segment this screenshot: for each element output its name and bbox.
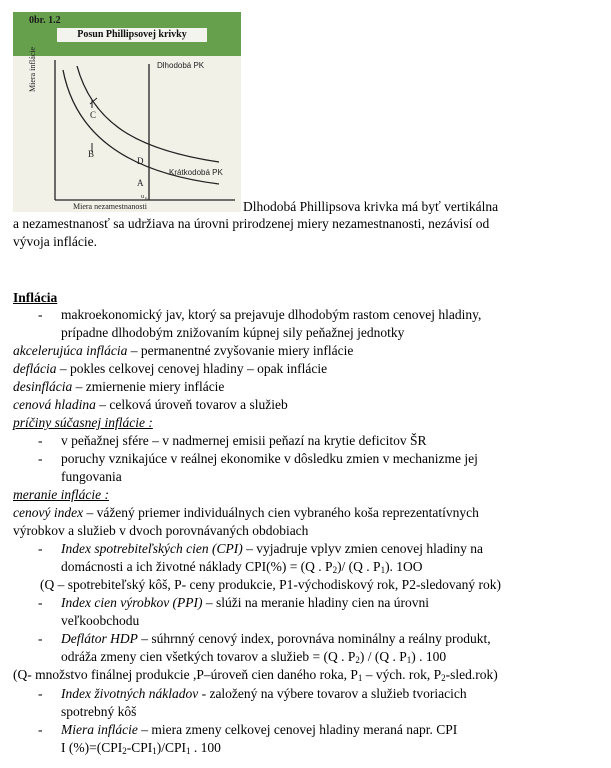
hdp-def: – súhrnný cenový index, porovnáva nominálny a reálny produkt, — [137, 631, 491, 646]
priciny-item-2-line-1: poruchy vznikajúce v reálnej ekonomike v dôsledku zmien v mechanizme jej — [61, 451, 478, 466]
ppi-term: Index cien výrobkov (PPI) — [61, 595, 203, 610]
deflacia-line — [13, 361, 327, 377]
izn-term: Index životných nákladov — [61, 686, 199, 701]
inflacia-def-line-2: prípadne dlhodobým znižovaním kúpnej sily peňažnej jednotky — [61, 325, 405, 340]
inflacia-heading: Inflácia — [13, 290, 58, 305]
bullet-dash: - — [38, 433, 43, 448]
figure-number: 0br. 1.2 — [29, 15, 61, 26]
intro-line-1: Dlhodobá Phillipsova krivka má byť vertikálna — [243, 199, 499, 214]
point-d-label: D — [137, 156, 144, 166]
intro-line-3: vývoja inflácie. — [13, 234, 97, 249]
priciny-heading: príčiny súčasnej inflácie : — [13, 415, 153, 430]
point-b-label: B — [88, 149, 95, 159]
long-run-pk-label: Dlhodobá PK — [157, 61, 205, 70]
phillips-curve-figure — [13, 12, 241, 212]
y-axis-label: Miera inflácie — [28, 46, 37, 92]
cenovy-index-term: cenový index — [13, 505, 84, 520]
hdp-note: (Q- množstvo finálnej produkcie ,P–úroveň cien daného roka, $P_1$ – vých. rok, $P_2-sled.rok$) — [13, 667, 498, 683]
shifted-pk-curve — [77, 66, 219, 162]
miera-inflacie-line-1 — [61, 722, 457, 738]
hdp-formula: odráža zmeny cien všetkých tovarov a služieb = (Q . $P_2) / (Q$ . $P_1$) . 100 — [61, 649, 447, 665]
izn-def: - založený na výbere tovarov a služieb tvoriacich — [198, 686, 467, 701]
cenova-hladina-term: cenová hladina — [13, 397, 96, 412]
cpi-term: Index spotrebiteľských cien (CPI) — [61, 541, 243, 556]
un-subscript: n — [145, 197, 148, 202]
cenovy-index-line-2: výrobkov a služieb v dvoch porovnávaných obdobiach — [13, 523, 309, 538]
inflacia-def-line-1: makroekonomický jav, ktorý sa prejavuje dlhodobým rastom cenovej hladiny, — [61, 307, 482, 322]
bullet-dash: - — [38, 722, 43, 737]
bullet-dash: - — [38, 686, 43, 701]
akcelerujuca-term: akcelerujúca inflácia — [13, 343, 128, 358]
cpi-formula: domácnosti a ich životné náklady CPI(%) = (Q . $P_2)/$ (Q . $P_1$). 1OO — [61, 559, 423, 575]
miera-inflacie-formula: I $(\%)=(CPI_2-CPI_1)/CPI_1$ . 100 — [61, 740, 221, 756]
akcelerujuca-line — [13, 343, 353, 359]
short-run-pk-label: Krátkodobá PK — [169, 168, 223, 177]
desinflacia-def: – zmiernenie miery inflácie — [72, 379, 225, 394]
un-label: u — [141, 194, 144, 200]
cenovy-index-line-1 — [13, 505, 479, 521]
cpi-note: (Q – spotrebiteľský kôš, P- ceny produkcie, P1-východiskový rok, P2-sledovaný rok) — [40, 577, 502, 592]
x-axis-label: Miera nezamestnanosti — [73, 202, 147, 211]
ppi-line-1 — [61, 595, 429, 611]
deflacia-term: deflácia — [13, 361, 57, 376]
deflacia-def: – pokles celkovej cenovej hladiny – opak inflácie — [56, 361, 328, 376]
short-run-pk-curve — [63, 70, 219, 184]
cenova-hladina-line — [13, 397, 288, 413]
izn-line-1 — [61, 686, 467, 702]
meranie-heading: meranie inflácie : — [13, 487, 109, 502]
desinflacia-line — [13, 379, 224, 395]
ppi-line-2: veľkoobchodu — [61, 613, 140, 628]
izn-line-2: spotrebný kôš — [61, 704, 137, 719]
bullet-dash: - — [38, 307, 43, 322]
hdp-term: Deflátor HDP — [61, 631, 138, 646]
miera-inflacie-term: Miera inflácie — [61, 722, 138, 737]
akcelerujuca-def: – permanentné zvyšovanie miery inflácie — [127, 343, 354, 358]
miera-inflacie-def: – miera zmeny celkovej cenovej hladiny meraná napr. CPI — [137, 722, 458, 737]
priciny-item-1: v peňažnej sfére – v nadmernej emisii peňazí na krytie deficitov ŠR — [61, 433, 427, 448]
bullet-dash: - — [38, 631, 43, 646]
cenova-hladina-def: – celková úroveň tovarov a služieb — [95, 397, 288, 412]
cpi-def: – vyjadruje vplyv zmien cenovej hladiny na — [242, 541, 484, 556]
ppi-def: – slúži na meranie hladiny cien na úrovni — [202, 595, 429, 610]
desinflacia-term: desinflácia — [13, 379, 73, 394]
bullet-dash: - — [38, 451, 43, 466]
figure-title: Posun Phillipsovej krivky — [57, 28, 207, 42]
point-c-label: C — [90, 110, 97, 120]
bullet-dash: - — [38, 595, 43, 610]
hdp-line-1 — [61, 631, 491, 647]
bullet-dash: - — [38, 541, 43, 556]
cpi-line-1 — [61, 541, 483, 557]
intro-line-2: a nezamestnanosť sa udržiava na úrovni prirodzenej miery nezamestnanosti, nezávisí od — [13, 216, 490, 231]
phillips-curve-chart — [13, 12, 241, 212]
priciny-item-2-line-2: fungovania — [61, 469, 122, 484]
cenovy-index-def: – vážený priemer individuálnych cien vybraného koša reprezentatívnych — [83, 505, 479, 520]
point-a-label: A — [137, 178, 144, 188]
